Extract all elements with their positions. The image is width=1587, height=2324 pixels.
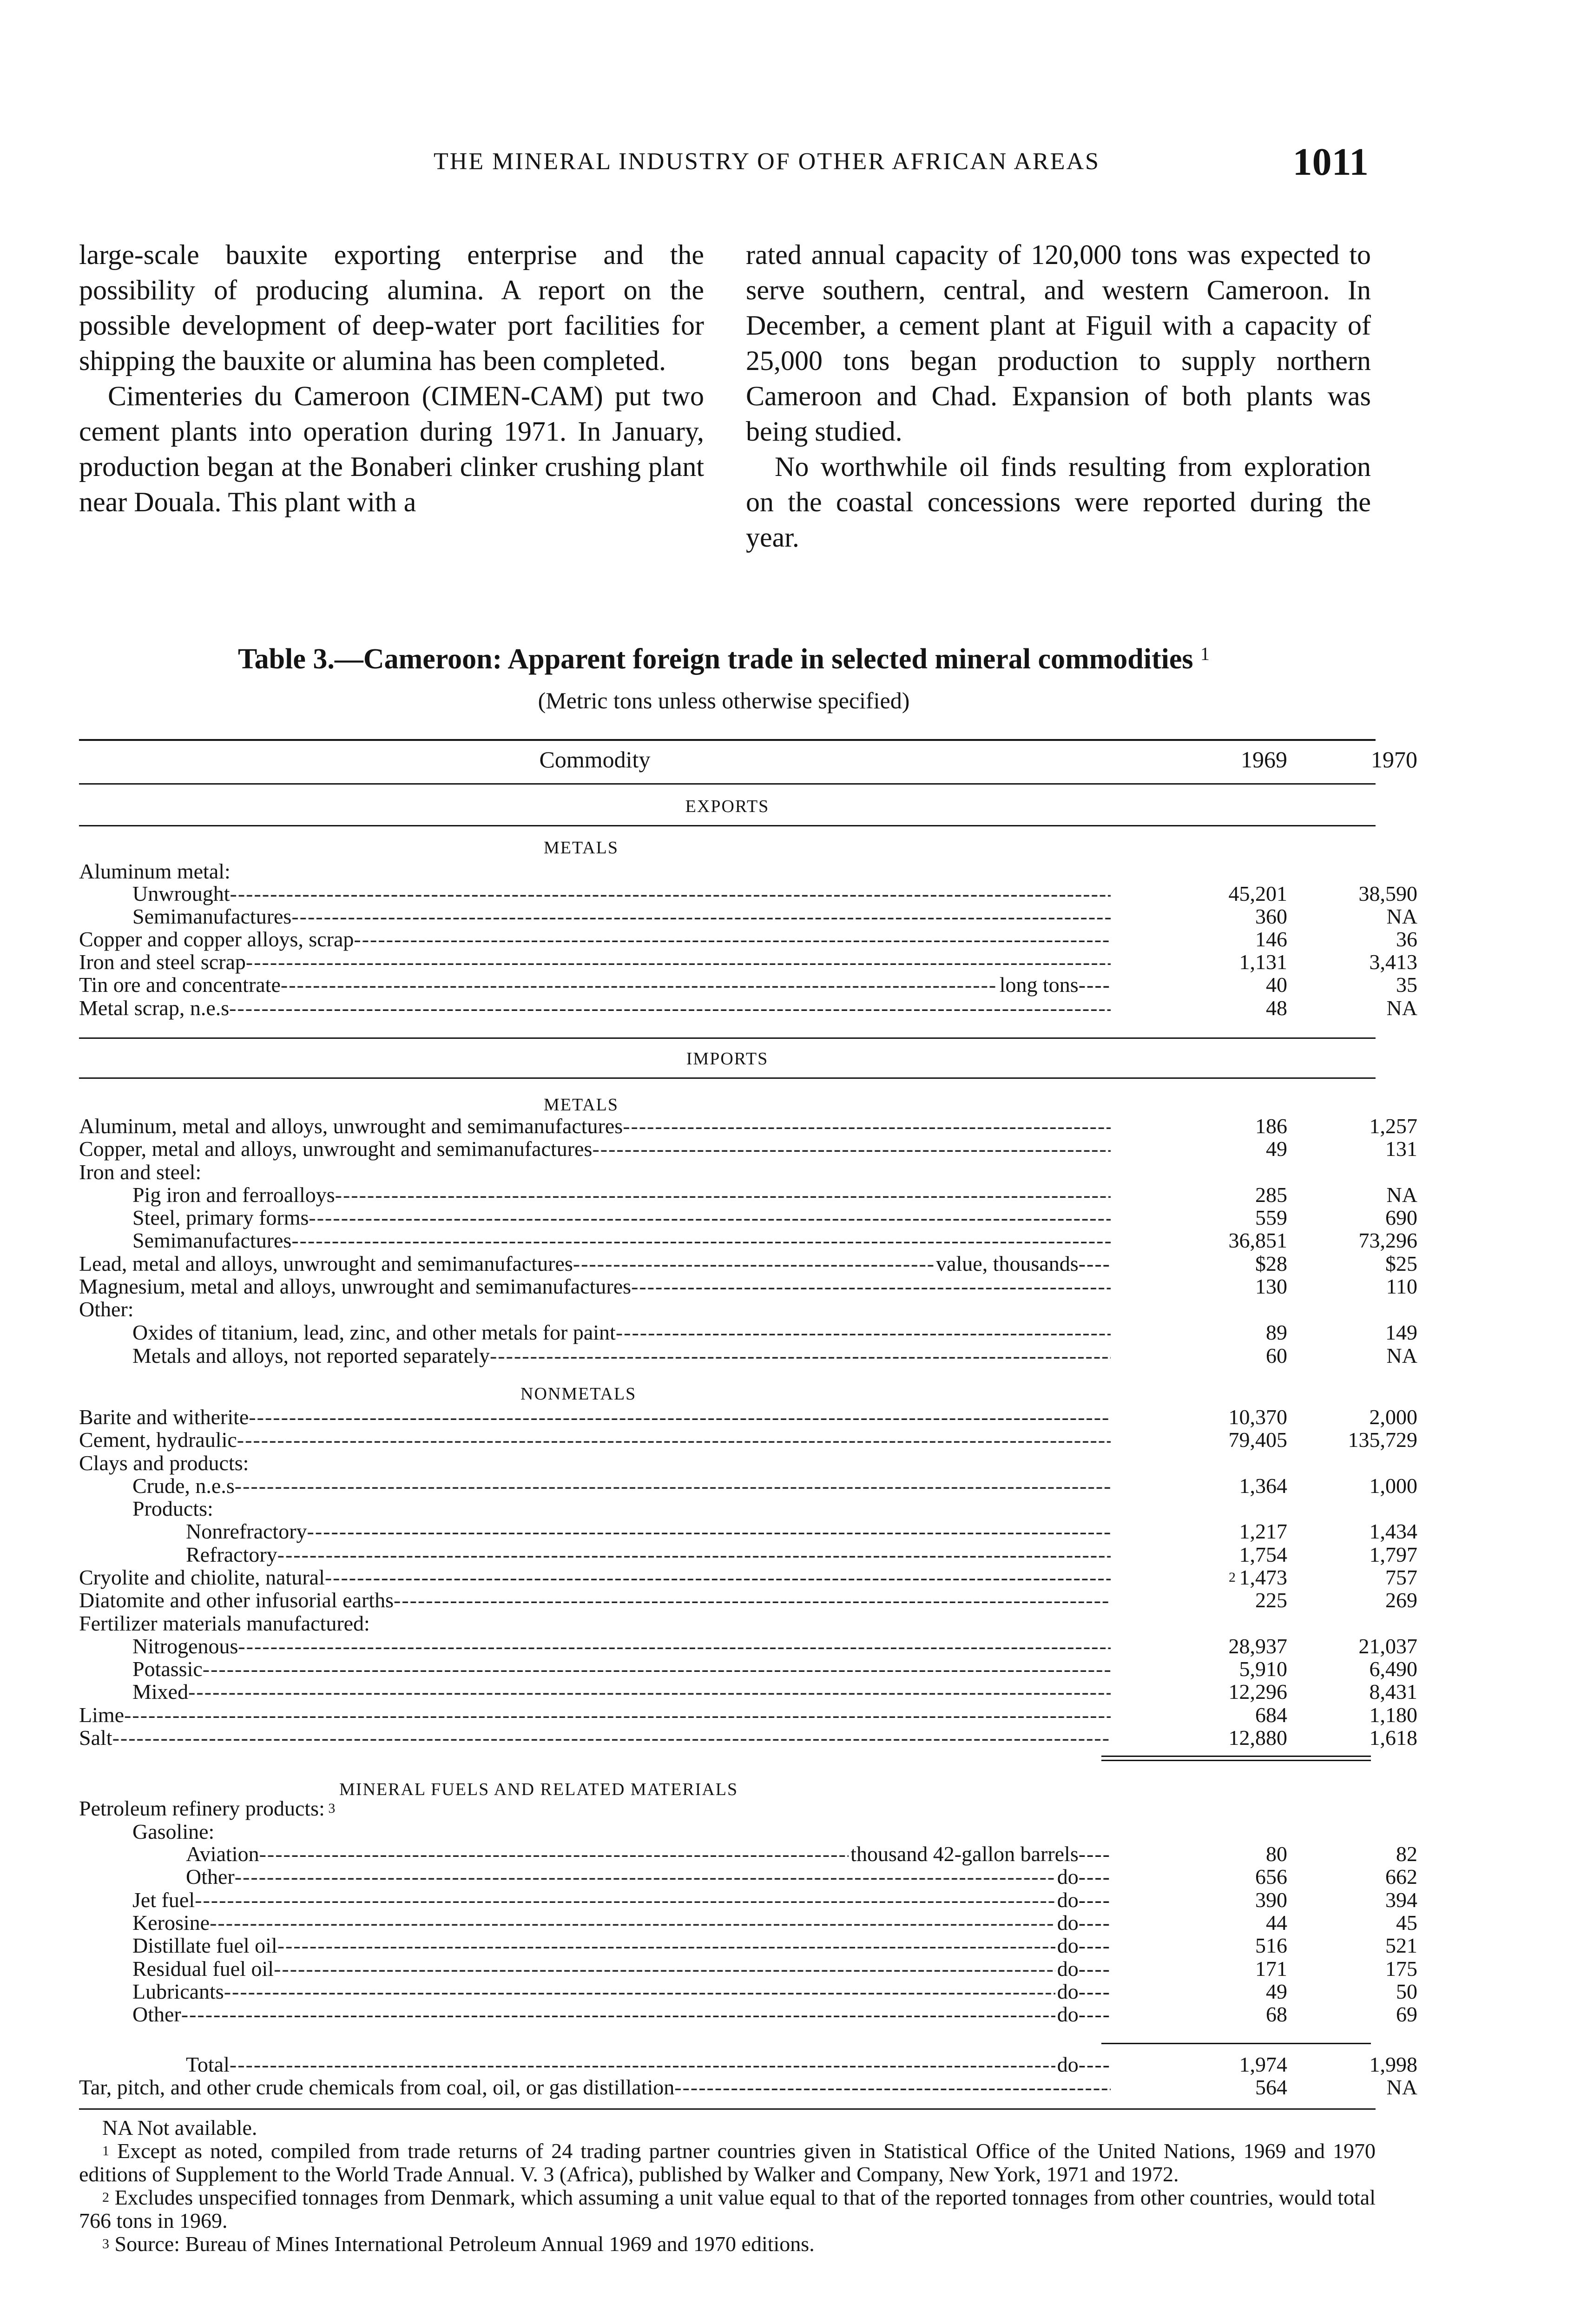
value-1969: 12,880 (1228, 1726, 1287, 1750)
column-header-1970: 1970 (1371, 746, 1417, 772)
dot-leader: ---- (1078, 1957, 1111, 1981)
dot-leader (277, 1543, 1111, 1566)
dot-leader (230, 2053, 1055, 2076)
row-label (79, 1406, 1111, 1429)
column-header-1969: 1969 (1241, 746, 1287, 772)
dot-leader (224, 1980, 1055, 2003)
row-label (79, 1543, 1111, 1566)
footnote-ref: 3 (324, 1801, 336, 1816)
table-row (79, 927, 1417, 951)
value-1970: 6,490 (1369, 1657, 1417, 1681)
value-1970: 110 (1386, 1274, 1417, 1298)
subsection-metals: METALS (544, 838, 619, 858)
footnote-na: NA Not available. (102, 2116, 257, 2139)
table-row (79, 973, 1417, 997)
commodity-label: Nonrefractory (186, 1520, 307, 1543)
value-1970: 69 (1396, 2002, 1417, 2026)
value-1970: 50 (1396, 1980, 1417, 2003)
running-title: THE MINERAL INDUSTRY OF OTHER AFRICAN AREAS (434, 148, 1100, 175)
unit-label: thousand 42-gallon barrels (850, 1842, 1079, 1866)
value-1969: 146 (1255, 927, 1287, 951)
table-row (79, 1161, 1376, 1184)
table-title (79, 643, 1369, 676)
unit-label: do (1057, 1888, 1079, 1912)
commodity-label: Magnesium, metal and alloys, unwrought and semimanufactures (79, 1275, 632, 1298)
commodity-label: Other (132, 2003, 181, 2026)
footnote-3: $^3$ Source: Bureau of Mines International Petroleum Annual 1969 and 1970 editions. (102, 2232, 815, 2256)
value-1969: 40 (1266, 973, 1287, 997)
dot-leader (235, 1865, 1055, 1888)
value-1970: 149 (1385, 1320, 1417, 1344)
commodity-label: Distillate fuel oil (132, 1934, 277, 1957)
dot-leader (592, 1137, 1111, 1161)
paragraph: large-scale bauxite exporting enterprise and the possibility of producing alumina. A report on the possible development of deep-water port facilities for shipping the bauxite or alumina has been completed. (79, 239, 704, 376)
table-row (79, 1543, 1417, 1566)
table-subtitle: (Metric tons unless otherwise specified) (538, 687, 910, 713)
row-label (79, 1680, 1111, 1703)
dot-leader: ---- (1078, 1865, 1111, 1888)
value-1969: 49 (1266, 1980, 1287, 2003)
dot-leader (573, 1252, 934, 1275)
commodity-label: Salt (79, 1726, 112, 1750)
footnote-1: $^1$ Except as noted, compiled from trade returns of 24 trading partner countries given in Statistical Office of the United Nations, 1969 and 1970 editions of Supplement to the World Trade Annual. V. 3 (Africa), published by Walker and Company, New York, 1971 and 1972. (79, 2139, 1376, 2186)
table-row (79, 1428, 1417, 1452)
dot-leader (246, 951, 1111, 974)
row-label (79, 1137, 1111, 1161)
commodity-label: Metal scrap, n.e.s (79, 997, 230, 1020)
value-1969: 171 (1255, 1957, 1287, 1981)
commodity-label: Aviation (186, 1842, 259, 1866)
commodity-label: Other (186, 1865, 235, 1888)
dot-leader (259, 1842, 849, 1866)
row-label (79, 1566, 1111, 1589)
value-1970: NA (1386, 996, 1417, 1020)
commodity-label: Refractory (186, 1543, 277, 1566)
row-label (79, 1657, 1111, 1681)
row-label (79, 928, 1111, 951)
value-1970: 73,296 (1358, 1228, 1417, 1252)
table-row (79, 1274, 1417, 1298)
value-1970: NA (1386, 1183, 1417, 1207)
row-label (79, 1865, 1111, 1888)
dot-leader: ---- (1078, 1911, 1111, 1934)
row-label (79, 1842, 1111, 1866)
table-row (79, 1452, 1376, 1475)
dot-leader (238, 1635, 1111, 1658)
dot-leader (210, 1911, 1055, 1934)
commodity-label: Residual fuel oil (132, 1957, 274, 1981)
value-1970: NA (1386, 905, 1417, 928)
dot-leader (274, 1957, 1055, 1981)
value-1970: 45 (1396, 1911, 1417, 1934)
commodity-label: Lime (79, 1703, 125, 1727)
table-bottom-rule (79, 2108, 1376, 2110)
table-row (79, 1565, 1417, 1589)
value-1970: 521 (1385, 1934, 1417, 1957)
section-rule (79, 825, 1376, 826)
dot-leader (309, 1206, 1111, 1229)
row-label (79, 1321, 1111, 1344)
value-1970: 1,257 (1369, 1114, 1417, 1138)
value-1969: 44 (1266, 1911, 1287, 1934)
table-row (79, 1612, 1376, 1635)
row-label (79, 2003, 1111, 2026)
dot-leader (674, 2076, 1111, 2099)
dot-leader (291, 1229, 1111, 1252)
commodity-label: Lubricants (132, 1980, 224, 2003)
unit-label: long tons (999, 973, 1079, 997)
value-1969: 89 (1266, 1320, 1287, 1344)
value-1970: NA (1386, 2075, 1417, 2099)
dot-leader (235, 1474, 1111, 1498)
value-1969: 1,131 (1239, 950, 1287, 974)
value-1970: 82 (1396, 1842, 1417, 1866)
table-row (79, 1252, 1417, 1275)
value-1970: 1,998 (1369, 2053, 1417, 2076)
value-1970: 36 (1396, 927, 1417, 951)
dot-leader (229, 997, 1111, 1020)
table-row (79, 2002, 1417, 2026)
value-1969: 1,364 (1239, 1474, 1287, 1498)
table-row (79, 882, 1417, 905)
subsection-metals-imports: METALS (544, 1095, 619, 1115)
commodity-label: Crude, n.e.s (132, 1474, 235, 1498)
section-rule (79, 1037, 1376, 1039)
dot-leader (124, 1703, 1111, 1727)
commodity-label: Tin ore and concentrate (79, 973, 281, 997)
dot-leader: ---- (1078, 973, 1111, 997)
row-label (79, 1911, 1111, 1934)
commodity-label: Tar, pitch, and other crude chemicals from coal, oil, or gas distillation (79, 2076, 675, 2099)
total-rule (1101, 1756, 1371, 1757)
unit-label: value, thousands (936, 1252, 1079, 1275)
value-1969: 225 (1255, 1588, 1287, 1612)
unit-label: do (1057, 1980, 1079, 2003)
table-row (79, 1726, 1417, 1750)
row-label (79, 1703, 1111, 1727)
table-row (79, 1228, 1417, 1252)
commodity-label: Products: (132, 1497, 213, 1520)
value-1969: 1,217 (1239, 1519, 1287, 1543)
dot-leader (203, 1657, 1111, 1681)
table-row (79, 1114, 1417, 1138)
value-1969: 80 (1266, 1842, 1287, 1866)
table-row (79, 1474, 1417, 1498)
body-column-left (79, 237, 704, 520)
table-row (79, 2075, 1417, 2099)
total-rule (1101, 1760, 1371, 1761)
value-1970: 1,000 (1369, 1474, 1417, 1498)
dot-leader (112, 1726, 1111, 1750)
row-label (79, 1726, 1111, 1750)
value-1969: 684 (1255, 1703, 1287, 1727)
commodity-label: Clays and products: (79, 1451, 249, 1475)
value-1969: 559 (1255, 1206, 1287, 1229)
commodity-label: Lead, metal and alloys, unwrought and semimanufactures (79, 1252, 573, 1275)
dot-leader (181, 2003, 1055, 2026)
row-label (79, 905, 1111, 928)
row-label (79, 1520, 1111, 1543)
value-1970: 8,431 (1369, 1680, 1417, 1703)
row-label (79, 1589, 1111, 1612)
row-label (79, 1635, 1111, 1658)
row-label (79, 2076, 1111, 2099)
table-row (79, 2053, 1417, 2076)
value-1970: 175 (1385, 1957, 1417, 1981)
value-1969: 186 (1255, 1114, 1287, 1138)
commodity-label: Semimanufactures (132, 905, 292, 928)
table-row (79, 950, 1417, 974)
commodity-label: Pig iron and ferroalloys (132, 1183, 335, 1207)
total-rule (1101, 2043, 1371, 2044)
value-1969: 1,974 (1239, 2053, 1287, 2076)
table-row (79, 860, 1376, 883)
table-row (79, 1934, 1417, 1957)
dot-leader (631, 1275, 1111, 1298)
paragraph: rated annual capacity of 120,000 tons was expected to serve southern, central, and western Cameroon. In December, a cement plant at Figuil with a capacity of 25,000 tons began production to supply northern Cameroon and Chad. Expansion of both plants was being studied. (746, 239, 1371, 447)
commodity-label: Copper, metal and alloys, unwrought and semimanufactures (79, 1137, 593, 1161)
dot-leader: ---- (1078, 2053, 1111, 2076)
table-row (79, 1865, 1417, 1888)
table-row (79, 1957, 1417, 1981)
value-1970: $25 (1385, 1252, 1417, 1275)
value-1970: 35 (1396, 973, 1417, 997)
table-row (79, 1980, 1417, 2003)
value-1970: 1,434 (1369, 1519, 1417, 1543)
page-number: 1011 (1292, 140, 1369, 184)
row-label (79, 1183, 1111, 1207)
commodity-label: Barite and witherite (79, 1406, 249, 1429)
dot-leader: ---- (1078, 1934, 1111, 1957)
dot-leader: ---- (1078, 1842, 1111, 1866)
value-1970: 3,413 (1369, 950, 1417, 974)
value-1970: 662 (1385, 1865, 1417, 1888)
value-1969: 60 (1266, 1344, 1287, 1367)
row-label (79, 1428, 1111, 1452)
dot-leader (623, 1115, 1111, 1138)
subsection-fuels: MINERAL FUELS AND RELATED MATERIALS (339, 1780, 738, 1799)
value-1970: 1,797 (1369, 1543, 1417, 1566)
commodity-label: Fertilizer materials manufactured: (79, 1611, 370, 1635)
table-row (79, 1657, 1417, 1681)
row-label (79, 1934, 1111, 1957)
value-1969: 28,937 (1228, 1634, 1287, 1658)
commodity-label: Potassic (132, 1657, 203, 1681)
value-1969: 36,851 (1228, 1228, 1287, 1252)
table-top-rule (79, 739, 1376, 741)
value-1969: 285 (1255, 1183, 1287, 1207)
value-1970: 1,618 (1369, 1726, 1417, 1750)
table-row (79, 1497, 1376, 1520)
commodity-label: Semimanufactures (132, 1229, 292, 1252)
row-label (79, 1229, 1111, 1252)
commodity-label: Other: (79, 1297, 134, 1321)
commodity-label: Iron and steel scrap (79, 951, 246, 974)
commodity-label: Kerosine (132, 1911, 210, 1934)
commodity-label: Copper and copper alloys, scrap (79, 928, 354, 951)
row-label (79, 1275, 1111, 1298)
dot-leader (230, 882, 1111, 905)
table-row (79, 1137, 1417, 1161)
value-1969: 516 (1255, 1934, 1287, 1957)
row-label (79, 1957, 1111, 1981)
commodity-label: Oxides of titanium, lead, zinc, and other metals for paint (132, 1321, 616, 1344)
dot-leader: ---- (1078, 1252, 1111, 1275)
commodity-label: Unwrought (132, 882, 230, 905)
unit-label: do (1057, 1957, 1079, 1981)
commodity-label: Nitrogenous (132, 1635, 238, 1658)
table-row (79, 1680, 1417, 1703)
footnote-2: $^2$ Excludes unspecified tonnages from Denmark, which assuming a unit value equal to that of the reported tonnages from other countries, would total 766 tons in 1969. (79, 2185, 1376, 2232)
table-row (79, 1911, 1417, 1934)
row-label (79, 1344, 1111, 1367)
value-1969: $^2$ 1,473 (1229, 1565, 1287, 1589)
unit-label: do (1057, 2003, 1079, 2026)
dot-leader (188, 1680, 1111, 1703)
row-label (79, 997, 1111, 1020)
value-1970: 2,000 (1369, 1405, 1417, 1429)
commodity-label: Gasoline: (132, 1820, 215, 1843)
dot-leader (616, 1321, 1111, 1344)
commodity-label: Total (186, 2053, 230, 2076)
section-rule (79, 1077, 1376, 1079)
unit-label: do (1057, 1911, 1079, 1934)
commodity-label: Aluminum, metal and alloys, unwrought and semimanufactures (79, 1115, 623, 1138)
unit-label: do (1057, 1865, 1079, 1888)
dot-leader: ---- (1078, 1980, 1111, 2003)
table-row (79, 1183, 1417, 1207)
value-1969: 12,296 (1228, 1680, 1287, 1703)
unit-label: do (1057, 1934, 1079, 1957)
body-column-right (746, 237, 1371, 555)
dot-leader (281, 973, 998, 997)
row-label (79, 2053, 1111, 2076)
value-1969: 390 (1255, 1888, 1287, 1912)
row-label (79, 882, 1111, 905)
commodity-label: Cement, hydraulic (79, 1428, 237, 1452)
value-1969: 68 (1266, 2002, 1287, 2026)
dot-leader (237, 1428, 1111, 1452)
value-1969: 656 (1255, 1865, 1287, 1888)
table-row (79, 1405, 1417, 1429)
value-1970: 135,729 (1348, 1428, 1417, 1452)
paragraph: Cimenteries du Cameroon (CIMEN-CAM) put two cement plants into operation during 1971. In January, production began at the Bonaberi clinker crushing plant near Douala. This plant with a (79, 381, 704, 517)
column-header-commodity: Commodity (539, 746, 651, 772)
dot-leader (291, 905, 1111, 928)
table-row (79, 1703, 1417, 1727)
commodity-label: Steel, primary forms (132, 1206, 309, 1229)
dot-leader (307, 1520, 1111, 1543)
value-1969: 360 (1255, 905, 1287, 928)
section-imports: IMPORTS (686, 1049, 769, 1069)
dot-leader (195, 1888, 1055, 1912)
row-label (79, 951, 1111, 974)
value-1969: 48 (1266, 996, 1287, 1020)
commodity-label: Aluminum metal: (79, 859, 230, 883)
table-row (79, 1344, 1417, 1367)
dot-leader (325, 1566, 1111, 1589)
table-row (79, 1797, 1376, 1820)
dot-leader (335, 1183, 1111, 1207)
value-1969: $28 (1255, 1252, 1287, 1275)
value-1970: 269 (1385, 1588, 1417, 1612)
table-title-text: Table 3.—Cameroon: Apparent foreign trade in selected mineral commodities (237, 643, 1193, 675)
value-1969: 1,754 (1239, 1543, 1287, 1566)
table-row (79, 1588, 1417, 1612)
table-row (79, 1842, 1417, 1866)
dot-leader: ---- (1078, 2003, 1111, 2026)
value-1969: 10,370 (1228, 1405, 1287, 1429)
table-row (79, 996, 1417, 1020)
row-label (79, 973, 1111, 997)
dot-leader (249, 1406, 1111, 1429)
value-1970: 1,180 (1369, 1703, 1417, 1727)
commodity-label: Mixed (132, 1680, 189, 1703)
section-exports: EXPORTS (685, 797, 770, 816)
value-1969: 130 (1255, 1274, 1287, 1298)
value-1970: 690 (1385, 1206, 1417, 1229)
table-row (79, 1206, 1417, 1229)
dot-leader: ---- (1078, 1888, 1111, 1912)
commodity-label: Petroleum refinery products: $^3$ (79, 1796, 336, 1820)
value-1970: NA (1386, 1344, 1417, 1367)
value-1970: 757 (1385, 1565, 1417, 1589)
row-label (79, 1474, 1111, 1498)
row-label (79, 1115, 1111, 1138)
dot-leader (490, 1344, 1111, 1367)
table-row (79, 1634, 1417, 1658)
value-1969: 49 (1266, 1137, 1287, 1161)
table-footnotes (79, 2116, 1376, 2256)
unit-label: do (1057, 2053, 1079, 2076)
value-1969: 79,405 (1228, 1428, 1287, 1452)
table-row (79, 1820, 1376, 1843)
value-1969: 564 (1255, 2075, 1287, 2099)
commodity-label: Metals and alloys, not reported separately (132, 1344, 490, 1367)
paragraph: No worthwhile oil finds resulting from exploration on the coastal concessions were reported during the year. (746, 451, 1371, 553)
table-row (79, 905, 1417, 928)
row-label (79, 1888, 1111, 1912)
footnote-ref: 2 (1229, 1570, 1239, 1585)
table-row (79, 1888, 1417, 1912)
commodity-label: Diatomite and other infusorial earths (79, 1589, 394, 1612)
commodity-label: Iron and steel: (79, 1160, 202, 1184)
table-row (79, 1519, 1417, 1543)
subsection-nonmetals: NONMETALS (520, 1384, 637, 1404)
table-title-note-ref: 1 (1200, 643, 1210, 664)
dot-leader (394, 1589, 1111, 1612)
table-row (79, 1298, 1376, 1321)
table-header-rule (79, 783, 1376, 785)
row-label (79, 1252, 1111, 1275)
dot-leader (354, 928, 1111, 951)
row-label (79, 1206, 1111, 1229)
value-1970: 394 (1385, 1888, 1417, 1912)
value-1970: 21,037 (1358, 1634, 1417, 1658)
value-1970: 38,590 (1358, 882, 1417, 905)
value-1969: 5,910 (1239, 1657, 1287, 1681)
row-label (79, 1980, 1111, 2003)
commodity-label: Cryolite and chiolite, natural (79, 1566, 325, 1589)
commodity-label: Jet fuel (132, 1888, 195, 1912)
dot-leader (277, 1934, 1055, 1957)
value-1969: 45,201 (1228, 882, 1287, 905)
table-row (79, 1320, 1417, 1344)
value-1970: 131 (1385, 1137, 1417, 1161)
